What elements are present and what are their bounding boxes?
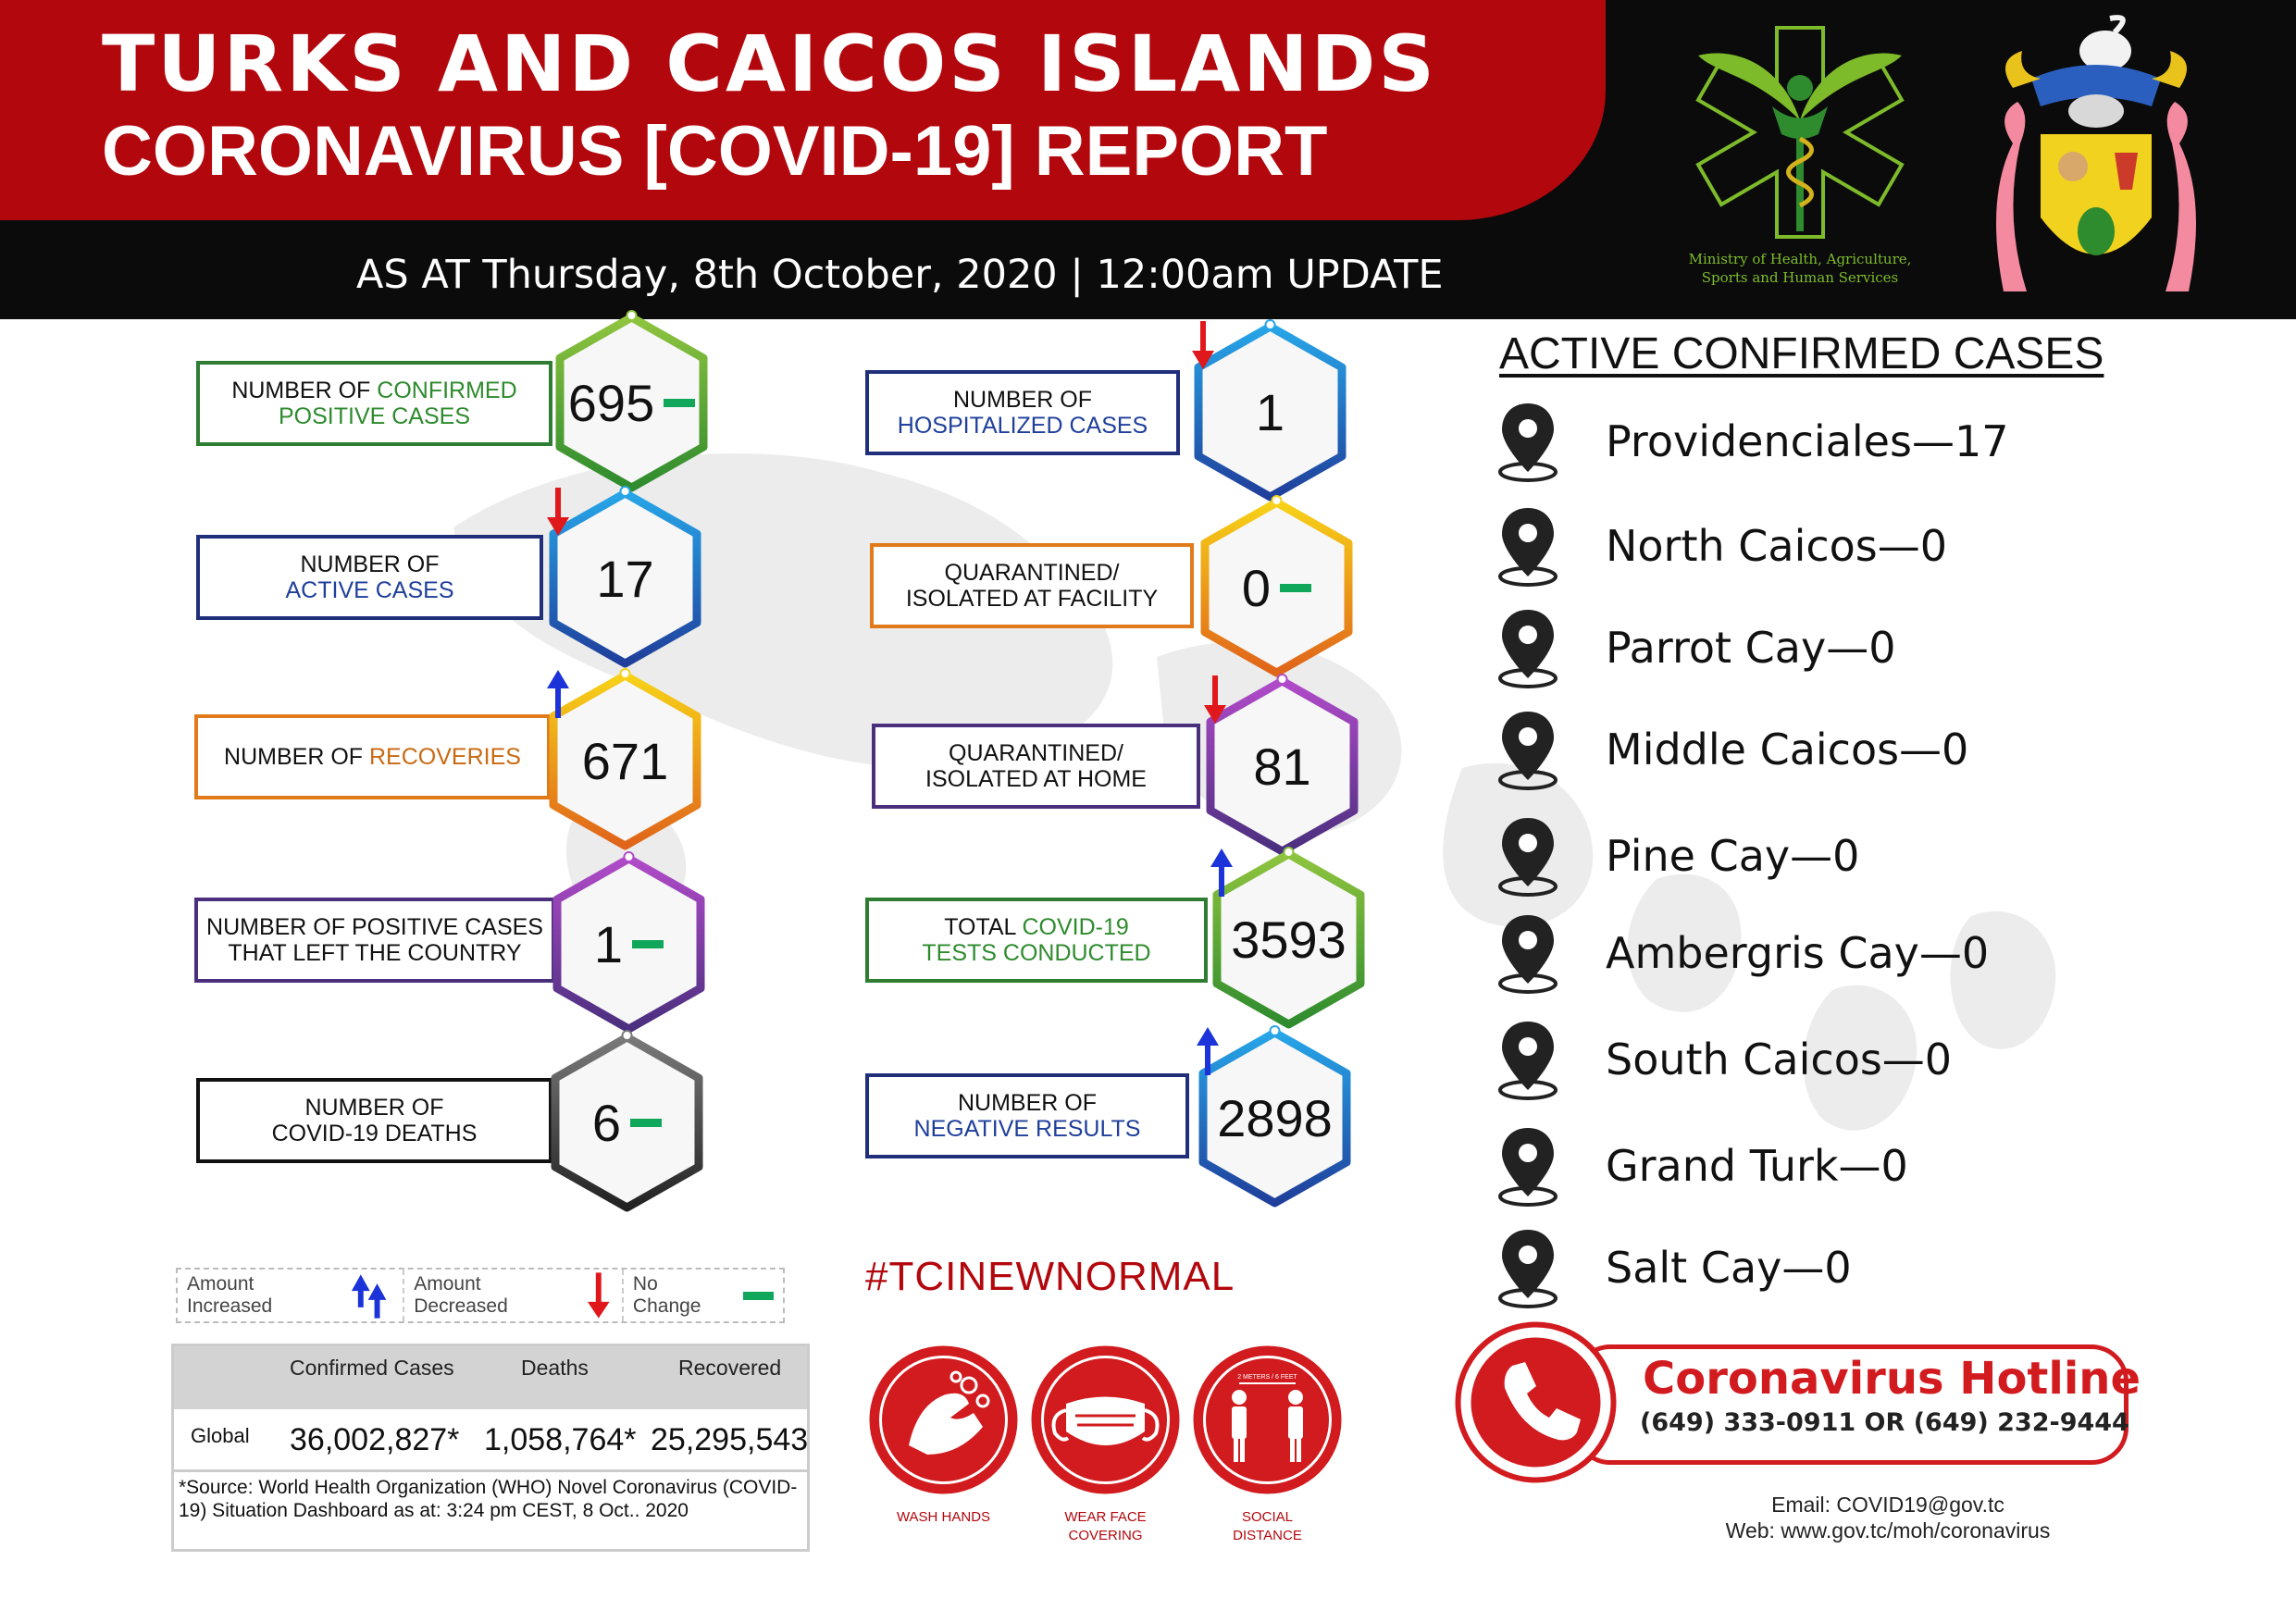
arrow-down-icon (544, 486, 572, 538)
dash-icon (632, 940, 664, 948)
list-item (1495, 911, 1989, 995)
list-item (1495, 1124, 1908, 1208)
stats_right-stat-value-4: 2898 (1217, 1088, 1333, 1147)
hotline-title: Coronavirus Hotline (1643, 1353, 2141, 1405)
location-pin-icon (1495, 1018, 1561, 1101)
global-recovered: 25,295,543 (651, 1422, 809, 1457)
wash-hands-icon (867, 1344, 1020, 1496)
arrow-down-icon (1189, 319, 1217, 371)
list-item (1495, 1226, 1852, 1309)
legend-no-change: No Change (624, 1270, 783, 1321)
header-deaths: Deaths (521, 1356, 589, 1380)
arrow-up-icon (1194, 1025, 1222, 1077)
location-pin-icon (1495, 606, 1561, 689)
global-confirmed: 36,002,827* (290, 1422, 460, 1457)
phone-icon (1455, 1321, 1617, 1483)
stats_left-stat-value-3: 1 (593, 914, 624, 973)
stats_left-stat-hexagon-3 (548, 851, 710, 1036)
page-subtitle: CORONAVIRUS [COVID-19] REPORT (102, 112, 1328, 191)
list-item (1495, 504, 1947, 588)
distance-caption: 2 METERS / 6 FEET (1237, 1374, 1297, 1381)
legend-decreased: Amount Decreased (404, 1270, 624, 1321)
header-recovered: Recovered (678, 1356, 782, 1380)
island-count: Grand Turk—0 (1606, 1141, 1908, 1191)
stats_right-stat-hexagon-0 (1189, 319, 1351, 504)
stats_left-stat-value-4: 6 (591, 1093, 622, 1152)
face-mask-icon (1029, 1344, 1182, 1496)
location-pin-icon (1495, 814, 1561, 898)
contact-email: Email: COVID19@gov.tc (1771, 1493, 2004, 1517)
social-distance-label: SOCIAL DISTANCE (1233, 1509, 1302, 1543)
stats_right-stat-value-0: 1 (1255, 382, 1285, 441)
arrow-up-icon (544, 668, 572, 720)
island-count: Middle Caicos—0 (1606, 725, 1969, 774)
island-count: Providenciales—17 (1606, 416, 2009, 466)
island-count: Parrot Cay—0 (1606, 623, 1896, 673)
list-item (1495, 606, 1895, 689)
face-mask-label: WEAR FACE COVERING (1064, 1509, 1147, 1543)
arrow-down-icon (1201, 674, 1229, 725)
dash-icon (1280, 584, 1311, 592)
list-item (1495, 814, 1859, 898)
dash-icon (743, 1292, 774, 1300)
location-pin-icon (1495, 708, 1561, 791)
stats_right-stat-label-4: NUMBER OF NEGATIVE RESULTS (865, 1073, 1189, 1158)
hotline-numbers: (649) 333-0911 OR (649) 232-9444 (1640, 1408, 2129, 1437)
active-cases-title: ACTIVE CONFIRMED CASES (1499, 329, 2104, 378)
face-mask-item (1029, 1344, 1182, 1545)
arrow-up-icon (1208, 847, 1235, 898)
wash-hands-item (867, 1344, 1020, 1527)
location-pin-icon (1495, 400, 1561, 483)
stats_right-stat-label-1: QUARANTINED/ ISOLATED AT FACILITY (870, 543, 1194, 628)
stats_right-stat-hexagon-2 (1201, 674, 1363, 859)
list-item (1495, 400, 2008, 483)
stats_right-stat-label-2: QUARANTINED/ ISOLATED AT HOME (872, 724, 1200, 809)
stats_left-stat-value-0: 695 (567, 373, 655, 432)
contact-info (1647, 1492, 2128, 1543)
stats_left-stat-hexagon-2 (544, 668, 706, 853)
stats_left-stat-hexagon-0 (551, 310, 713, 495)
stats_right-stat-label-0: NUMBER OF HOSPITALIZED CASES (865, 370, 1180, 455)
wash-hands-label: WASH HANDS (896, 1509, 991, 1525)
island-count: Ambergris Cay—0 (1606, 928, 1990, 978)
stats_left-stat-label-1: NUMBER OF ACTIVE CASES (196, 535, 543, 620)
island-count: Salt Cay—0 (1606, 1243, 1852, 1293)
island-count: South Caicos—0 (1606, 1035, 1953, 1084)
stats_left-stat-label-4: NUMBER OF COVID-19 DEATHS (196, 1078, 552, 1163)
table-row (174, 1409, 807, 1472)
stats_left-stat-value-1: 17 (596, 549, 654, 608)
table-header (174, 1346, 807, 1409)
stats_right-stat-value-1: 0 (1241, 558, 1272, 617)
stats_right-stat-hexagon-3 (1208, 847, 1370, 1032)
stats_left-stat-hexagon-1 (544, 486, 706, 671)
stats_right-stat-value-3: 3593 (1231, 910, 1347, 969)
location-pin-icon (1495, 1226, 1561, 1309)
trend-legend (176, 1268, 785, 1323)
page-title: TURKS AND CAICOS ISLANDS (102, 19, 1437, 109)
location-pin-icon (1495, 504, 1561, 588)
global-stats-table (171, 1344, 810, 1552)
stats_right-stat-label-3: TOTAL COVID-19 TESTS CONDUCTED (865, 898, 1208, 983)
update-date: AS AT Thursday, 8th October, 2020 | 12:00am UPDATE (356, 252, 1444, 298)
island-count: Pine Cay—0 (1606, 831, 1860, 881)
double-arrow-up-icon (348, 1270, 393, 1320)
arrow-down-icon (585, 1270, 613, 1320)
list-item (1495, 708, 1968, 791)
stats_left-stat-label-0: NUMBER OF CONFIRMED POSITIVE CASES (196, 361, 552, 446)
dash-icon (630, 1119, 662, 1127)
stats_right-stat-value-2: 81 (1253, 737, 1311, 796)
header-confirmed: Confirmed Cases (290, 1356, 454, 1380)
legend-increased: Amount Increased (178, 1270, 404, 1321)
location-pin-icon (1495, 911, 1561, 995)
stats_left-stat-label-2: NUMBER OF RECOVERIES (194, 714, 551, 799)
island-count: North Caicos—0 (1606, 521, 1948, 571)
social-distance-icon (1191, 1344, 1344, 1496)
stats_left-stat-label-3: NUMBER OF POSITIVE CASES THAT LEFT THE COUNTRY (194, 898, 555, 983)
list-item (1495, 1018, 1952, 1101)
coat-of-arms-icon (1976, 14, 2216, 301)
stats_left-stat-value-2: 671 (581, 731, 669, 790)
source-note: *Source: World Health Organization (WHO) Novel Coronavirus (COVID-19) Situation Dashboard as at: 3:24 pm CEST, 8 Oct.. 2020 (179, 1477, 798, 1521)
ministry-logo-icon (1680, 19, 1920, 250)
stats_left-stat-hexagon-4 (546, 1030, 708, 1215)
hashtag: #TCINEWNORMAL (865, 1254, 1235, 1299)
dash-icon (664, 399, 695, 407)
ministry-name: Ministry of Health, Agriculture, Sports and Human Services (1688, 251, 1912, 286)
contact-web: Web: www.gov.tc/moh/coronavirus (1725, 1518, 2051, 1542)
location-pin-icon (1495, 1124, 1561, 1208)
row-label: Global (191, 1424, 250, 1447)
global-deaths: 1,058,764* (484, 1422, 637, 1457)
stats_right-stat-hexagon-1 (1196, 495, 1358, 680)
social-distance-item (1191, 1344, 1344, 1545)
stats_right-stat-hexagon-4 (1194, 1025, 1356, 1210)
